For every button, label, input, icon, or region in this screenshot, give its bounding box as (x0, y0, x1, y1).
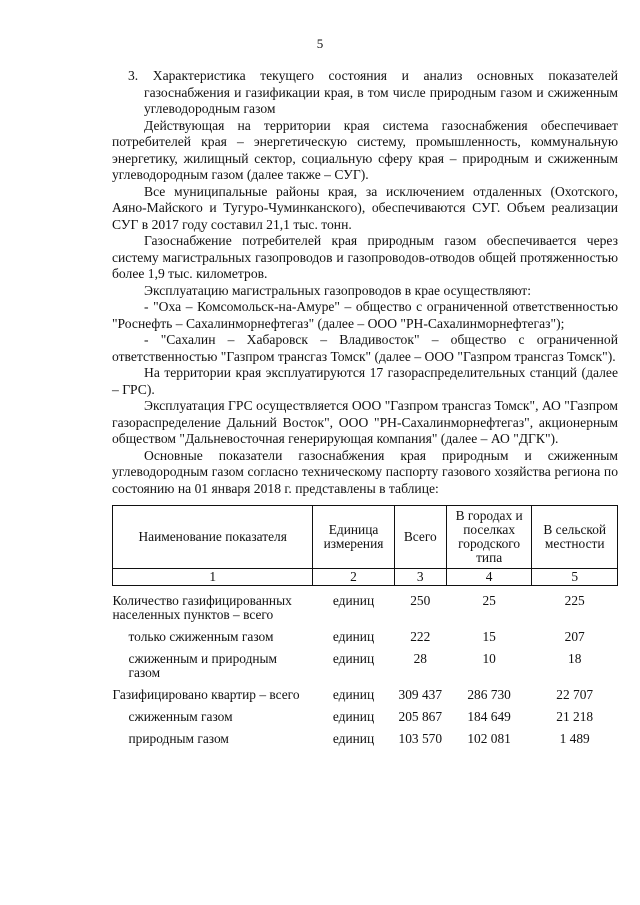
page-number: 5 (316, 36, 324, 51)
row-total: 103 570 (398, 731, 443, 746)
row-unit: единиц (332, 651, 375, 666)
row-rural: 207 (564, 629, 585, 644)
table-header-cell: Единица измерения (313, 506, 394, 569)
row-rural: 18 (568, 651, 582, 666)
column-number: 3 (394, 569, 446, 586)
column-number: 4 (446, 569, 532, 586)
paragraph: Эксплуатацию магистральных газопроводов в крае осуществляют: (144, 282, 532, 298)
row-unit: единиц (332, 629, 375, 644)
table-row (113, 724, 618, 746)
paragraph: Основные показатели газоснабжения края природным и сжиженным углеводородным газом согласно техническому паспорту газового хозяйства региона по состоянию на 01 января 2018 г. представлены в таблице: (112, 447, 618, 496)
column-number: 5 (532, 569, 618, 586)
paragraph: - "Сахалин – Хабаровск – Владивосток" – общество с ограниченной ответственностью "Газпром трансгаз Томск" (далее – ООО "Газпром трансгаз Томск"). (112, 332, 618, 364)
table-row (113, 586, 618, 623)
row-rural: 21 218 (556, 709, 594, 724)
row-unit: единиц (332, 731, 375, 746)
row-unit: единиц (332, 709, 375, 724)
row-urban: 102 081 (467, 731, 511, 746)
row-urban: 184 649 (467, 709, 511, 724)
paragraph: Действующая на территории края система газоснабжения обеспечивает потребителей края – энергетическую систему, промышленность, коммунальную энергетику, жилищный сектор, социальную сферу края – природным и сжиженным углеводородным газом (далее также – СУГ). (112, 117, 618, 182)
document-body (112, 68, 618, 746)
row-urban: 10 (482, 651, 496, 666)
column-number: 2 (313, 569, 394, 586)
row-label: только сжиженным газом (128, 629, 274, 644)
row-label: сжиженным газом (128, 709, 233, 724)
table-row (113, 622, 618, 644)
table-row (113, 702, 618, 724)
paragraph: Газоснабжение потребителей края природным газом обеспечивается через систему магистральных газопроводов и газопроводов-отводов общей протяженностью более 1,9 тыс. километров. (112, 233, 618, 281)
row-label: сжиженным и природным газом (128, 651, 278, 680)
table-header-row (113, 506, 618, 569)
table-row (113, 680, 618, 702)
column-number: 1 (113, 569, 313, 586)
paragraph: - "Оха – Комсомольск-на-Амуре" – общество с ограниченной ответственностью "Роснефть – Сахалинморнефтегаз" (далее – ООО "РН-Сахалинморнефтегаз"); (112, 299, 618, 331)
row-urban: 25 (482, 593, 496, 608)
row-unit: единиц (332, 687, 375, 702)
row-urban: 15 (482, 629, 496, 644)
row-rural: 1 489 (559, 731, 590, 746)
row-label: Количество газифицированных населенных пунктов – всего (112, 593, 292, 622)
table-header-cell: Наименование показателя (113, 506, 313, 569)
table-column-number-row (113, 569, 618, 586)
row-total: 250 (410, 593, 431, 608)
row-total: 222 (410, 629, 431, 644)
table-header-cell: В городах и поселках городского типа (446, 506, 532, 569)
row-total: 28 (413, 651, 427, 666)
paragraph: Все муниципальные районы края, за исключением отдаленных (Охотского, Аяно-Майского и Тугуро-Чуминканского), обеспечиваются СУГ. Объем реализации СУГ в 2017 году составил 21,1 тыс. тонн. (112, 183, 618, 232)
row-label: природным газом (128, 731, 229, 746)
row-rural: 22 707 (556, 687, 594, 702)
row-urban: 286 730 (467, 687, 511, 702)
gas-indicators-table (112, 505, 618, 746)
table-header-cell: Всего (394, 506, 446, 569)
row-total: 309 437 (398, 687, 443, 702)
table-header-cell: В сельской местности (532, 506, 618, 569)
row-rural: 225 (564, 593, 585, 608)
row-label: Газифицировано квартир – всего (112, 687, 300, 702)
row-total: 205 867 (398, 709, 443, 724)
table-row (113, 644, 618, 680)
row-unit: единиц (332, 593, 375, 608)
paragraph: На территории края эксплуатируются 17 газораспределительных станций (далее – ГРС). (112, 365, 618, 397)
section-heading: 3. Характеристика текущего состояния и анализ основных показателей газоснабжения и газификации края, в том числе природным газом и сжиженным углеводородным газом (128, 68, 618, 116)
paragraph: Эксплуатация ГРС осуществляется ООО "Газпром трансгаз Томск", АО "Газпром газораспределение Дальний Восток", ООО "РН-Сахалинморнефтегаз", акционерным обществом "Дальневосточная генерирующая компания" (далее – АО "ДГК"). (112, 398, 618, 446)
